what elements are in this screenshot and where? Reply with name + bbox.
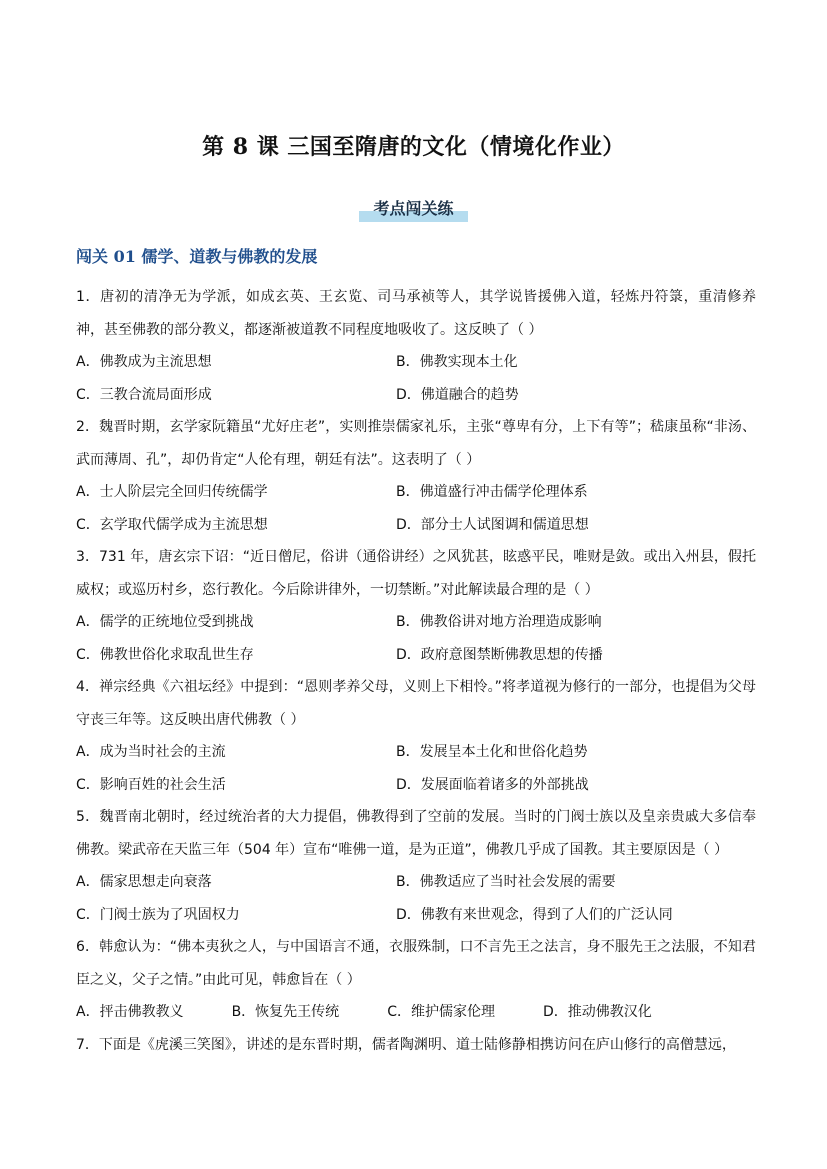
option-d: D．推动佛教汉化 (542, 1004, 652, 1020)
question-stem: 1．唐初的清净无为学派，如成玄英、王玄览、司马承祯等人，其学说皆援佛入道，轻炼丹符箓，重清修养神，甚至佛教的部分教义，都逐渐被道教不同程度地吸收了。这反映了（ ） (76, 289, 756, 338)
option-a: A．成为当时社会的主流 (76, 744, 226, 760)
question-options (76, 476, 756, 541)
option-b: B．佛教适应了当时社会发展的需要 (396, 874, 616, 890)
question-options (76, 346, 756, 411)
question-stem: 2．魏晋时期，玄学家阮籍虽“尤好庄老”，实则推崇儒家礼乐，主张“尊卑有分，上下有等”；嵇康虽称“非汤、武而薄周、孔”，却仍肯定“人伦有理，朝廷有法”。这表明了（ ） (76, 419, 756, 468)
option-a: A．儒家思想走向衰落 (76, 874, 212, 890)
question-stem: 5．魏晋南北朝时，经过统治者的大力提倡，佛教得到了空前的发展。当时的门阀士族以及皇亲贵戚大多信奉佛教。梁武帝在天监三年（504 年）宣布“唯佛一道，是为正道”，佛教几乎成了国教。其主要原因是（ ） (76, 809, 756, 858)
option-d: D．部分士人试图调和儒道思想 (396, 516, 589, 533)
question-options (76, 606, 756, 671)
option-b: B．恢复先王传统 (231, 1004, 340, 1020)
option-a: A．儒学的正统地位受到挑战 (76, 614, 254, 630)
option-c: C．玄学取代儒学成为主流思想 (76, 516, 268, 533)
option-a: A．佛教成为主流思想 (76, 354, 212, 370)
question-options-inline (76, 996, 756, 1029)
question-stem: 6．韩愈认为：“佛本夷狄之人，与中国语言不通，衣服殊制，口不言先王之法言，身不服先王之法服，不知君臣之义，父子之情。”由此可见，韩愈旨在（ ） (76, 939, 756, 988)
option-b: B．佛教实现本土化 (396, 354, 518, 370)
option-d: D．佛教有来世观念，得到了人们的广泛认同 (396, 906, 673, 923)
page-title: 第 8 课 三国至隋唐的文化（情境化作业） (202, 134, 625, 160)
question-list (76, 281, 756, 1061)
section-badge: 考点闯关练 (359, 196, 467, 219)
option-b: B．佛教俗讲对地方治理造成影响 (396, 614, 602, 630)
question-options (76, 736, 756, 801)
option-d: D．政府意图禁断佛教思想的传播 (396, 646, 603, 663)
option-c: C．三教合流局面形成 (76, 386, 212, 403)
option-a: A．士人阶层完全回归传统儒学 (76, 484, 268, 500)
option-a: A．抨击佛教教义 (76, 1004, 184, 1020)
option-c: C．门阀士族为了巩固权力 (76, 906, 240, 923)
question-stem: 4．禅宗经典《六祖坛经》中提到：“恩则孝养父母，义则上下相怜。”将孝道视为修行的一部分，也提倡为父母守丧三年等。这反映出唐代佛教（ ） (76, 679, 756, 728)
option-d: D．发展面临着诸多的外部挑战 (396, 776, 589, 793)
question-stem: 3．731 年，唐玄宗下诏：“近日僧尼，俗讲（通俗讲经）之风犹甚，眩惑平民，唯财是敛。或出入州县，假托威权；或巡历村乡，恣行教化。今后除讲律外，一切禁断。”对此解读最合理的是（ ） (76, 549, 756, 598)
option-b: B．佛道盛行冲击儒学伦理体系 (396, 484, 588, 500)
section-heading: 闯关 01 儒学、道教与佛教的发展 (76, 247, 318, 266)
question-stem: 7．下面是《虎溪三笑图》，讲述的是东晋时期，儒者陶渊明、道士陆修静相携访问在庐山修行的高僧慧远， (76, 1036, 736, 1053)
option-d: D．佛道融合的趋势 (396, 386, 519, 403)
option-c: C．影响百姓的社会生活 (76, 776, 226, 793)
option-b: B．发展呈本土化和世俗化趋势 (396, 744, 588, 760)
question-options (76, 866, 756, 931)
badge-wrap (0, 196, 827, 219)
option-c: C．佛教世俗化求取乱世生存 (76, 646, 254, 663)
option-c: C．维护儒家伦理 (387, 1004, 495, 1020)
